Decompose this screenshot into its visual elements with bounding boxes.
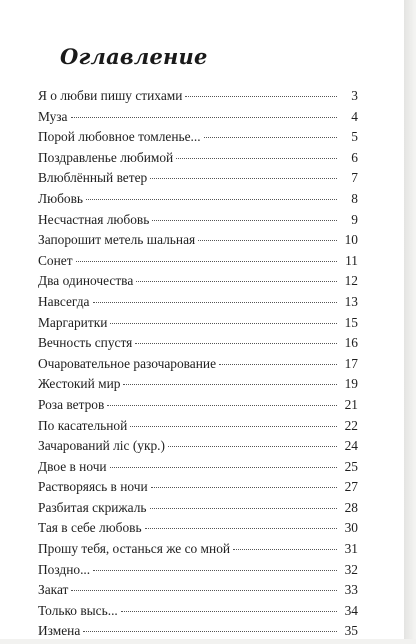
toc-entry-title: Запорошит метель шальная	[38, 232, 196, 248]
toc-entry	[38, 109, 358, 130]
toc-entry-title: Закат	[38, 582, 69, 598]
toc-entry-page-number: 34	[344, 602, 358, 618]
toc-entry-page-number: 25	[344, 458, 358, 474]
dot-leader	[185, 96, 337, 97]
toc-entry-page-number: 27	[344, 479, 358, 495]
toc-entry-title: Жестокий мир	[38, 376, 121, 392]
toc-entry	[38, 273, 358, 294]
dot-leader	[150, 508, 337, 509]
toc-entry-page-number: 11	[345, 252, 358, 268]
toc-entry-title: Двое в ночи	[38, 458, 107, 474]
dot-leader	[151, 487, 337, 488]
toc-entry-page-number: 5	[351, 129, 358, 145]
toc-entry-title: Очаровательное разочарование	[38, 355, 217, 371]
toc-entry-page-number: 28	[344, 499, 358, 515]
toc-entry	[38, 335, 358, 356]
toc-heading: Оглавление	[60, 44, 208, 69]
dot-leader	[110, 467, 337, 468]
toc-entry-page-number: 22	[344, 417, 358, 433]
toc-entry	[38, 376, 358, 397]
toc-entry-title: Сонет	[38, 252, 73, 268]
toc-entry-title: Разбитая скрижаль	[38, 499, 147, 515]
toc-entry-page-number: 30	[344, 520, 358, 536]
page-edge	[404, 0, 416, 639]
toc-entry-page-number: 17	[344, 355, 358, 371]
toc-entry-title: Поздравленье любимой	[38, 149, 174, 165]
toc-entry-page-number: 12	[344, 273, 358, 289]
toc-entry-title: Зачарований ліс (укр.)	[38, 438, 165, 454]
toc-entry	[38, 520, 358, 541]
toc-entry-page-number: 13	[344, 293, 358, 309]
toc-entry	[38, 88, 358, 109]
toc-entry-page-number: 19	[344, 376, 358, 392]
dot-leader	[168, 446, 337, 447]
toc-entry-title: Измена	[38, 623, 81, 639]
toc-entry-title: Вечность спустя	[38, 335, 133, 351]
dot-leader	[123, 384, 337, 385]
toc-entry	[38, 232, 358, 253]
toc-entry	[38, 479, 358, 500]
toc-entry	[38, 129, 358, 150]
dot-leader	[145, 528, 337, 529]
toc-entry-title: Два одиночества	[38, 273, 134, 289]
toc-entry	[38, 253, 358, 274]
dot-leader	[107, 405, 337, 406]
toc-entry	[38, 623, 358, 644]
toc-entry-page-number: 15	[344, 314, 358, 330]
toc-entry	[38, 582, 358, 603]
toc-entry-title: Несчастная любовь	[38, 211, 150, 227]
toc-entry-title: Муза	[38, 108, 68, 124]
toc-entry	[38, 170, 358, 191]
toc-entry-title: Растворяясь в ночи	[38, 479, 148, 495]
toc-entry	[38, 356, 358, 377]
toc-entry-page-number: 35	[344, 623, 358, 639]
toc-entry	[38, 212, 358, 233]
dot-leader	[130, 426, 337, 427]
toc-entry	[38, 562, 358, 583]
toc-entry	[38, 294, 358, 315]
dot-leader	[121, 611, 337, 612]
toc-entry-page-number: 6	[351, 149, 358, 165]
toc-entry-page-number: 8	[351, 190, 358, 206]
toc-entry-title: Только высь...	[38, 602, 118, 618]
toc-entry	[38, 603, 358, 624]
toc-entry	[38, 418, 358, 439]
toc-entry	[38, 315, 358, 336]
toc-entry-page-number: 33	[344, 582, 358, 598]
dot-leader	[71, 590, 337, 591]
toc-entry-title: Прошу тебя, останься же со мной	[38, 541, 231, 557]
toc-entry	[38, 438, 358, 459]
dot-leader	[150, 178, 337, 179]
toc-entry-page-number: 32	[344, 561, 358, 577]
toc-entry-title: Я о любви пишу стихами	[38, 88, 183, 103]
toc-entry-page-number: 10	[344, 232, 358, 248]
toc-entry-title: Навсегда	[38, 293, 90, 309]
toc-entry	[38, 150, 358, 171]
toc-entry-title: Маргаритки	[38, 314, 108, 330]
toc-entry	[38, 191, 358, 212]
toc-entry	[38, 541, 358, 562]
toc-entry-page-number: 31	[344, 541, 358, 557]
toc-entry-page-number: 3	[351, 88, 358, 103]
toc-entry-title: Тая в себе любовь	[38, 520, 142, 536]
dot-leader	[83, 631, 337, 632]
toc-entry	[38, 459, 358, 480]
dot-leader	[176, 158, 337, 159]
toc-list	[38, 88, 358, 644]
dot-leader	[93, 570, 337, 571]
dot-leader	[135, 343, 337, 344]
toc-entry-page-number: 24	[344, 438, 358, 454]
dot-leader	[93, 302, 338, 303]
toc-entry-page-number: 9	[351, 211, 358, 227]
dot-leader	[152, 220, 337, 221]
toc-entry-page-number: 16	[344, 335, 358, 351]
dot-leader	[76, 261, 337, 262]
dot-leader	[198, 240, 337, 241]
toc-entry-title: По касательной	[38, 417, 128, 433]
dot-leader	[204, 137, 337, 138]
toc-entry	[38, 500, 358, 521]
dot-leader	[71, 117, 337, 118]
toc-entry-page-number: 7	[351, 170, 358, 186]
toc-entry-title: Любовь	[38, 190, 84, 206]
dot-leader	[86, 199, 337, 200]
toc-entry-title: Влюблённый ветер	[38, 170, 148, 186]
toc-entry-title: Роза ветров	[38, 396, 105, 412]
dot-leader	[219, 364, 337, 365]
dot-leader	[233, 549, 337, 550]
toc-entry-title: Порой любовное томленье...	[38, 129, 201, 145]
toc-entry-page-number: 21	[344, 396, 358, 412]
dot-leader	[110, 323, 337, 324]
toc-entry	[38, 397, 358, 418]
toc-entry-page-number: 4	[351, 108, 358, 124]
dot-leader	[136, 281, 337, 282]
toc-entry-title: Поздно...	[38, 561, 91, 577]
